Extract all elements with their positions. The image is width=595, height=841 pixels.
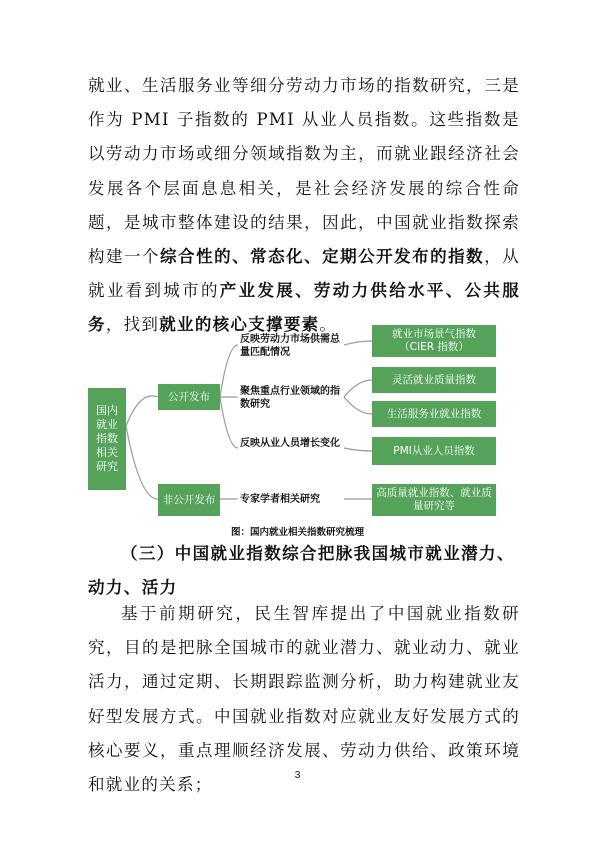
connector-public	[220, 345, 238, 448]
section-heading: （三）中国就业指数综合把脉我国城市就业潜力、动力、活力	[88, 544, 515, 597]
text-run: ，找到	[105, 315, 160, 335]
leaf-flexible-employment	[372, 367, 496, 393]
branch-employee-growth: 反映从业人员增长变化	[240, 438, 340, 449]
connector-branch3	[344, 448, 372, 451]
connector-root	[126, 396, 158, 499]
leaf-label: 就业市场景气指数（CIER 指数）	[392, 328, 476, 353]
figure-caption: 图：国内就业相关指数研究梳理	[230, 527, 364, 538]
bold-text-run: 产业发展、劳动力供给水平、公共服务	[88, 281, 520, 335]
leaf-high-quality	[372, 484, 496, 516]
branch-supply-demand: 反映劳动力市场供需总量匹配情况	[240, 334, 340, 358]
connector-branch2	[344, 380, 372, 414]
root-label: 国内就业指数相关研究	[96, 404, 118, 473]
bold-text-run: 就业的核心支撑要素	[159, 315, 320, 335]
page-number: 3	[294, 770, 301, 781]
leaf-label: PMI从业人员指数	[393, 444, 475, 457]
leaf-life-services	[372, 401, 496, 427]
leaf-label: 高质量就业指数、就业质量研究等	[376, 487, 492, 512]
nonpublic-label: 非公开发布	[162, 493, 216, 506]
leaf-label: 灵活就业质量指数	[392, 373, 476, 386]
text-run: 就业、生活服务业等细分劳动力市场的指数研究，三是作为 PMI 子指数的 PMI 从业人员指数。这些指数是以劳动力市场或细分领域指数为主，而就业跟经济社会发展各个层面息息相关，是社会经济发展的综合性命题，是城市整体建设的结果，因此，中国就业指数探索构建一个	[88, 76, 520, 267]
leaf-label: 生活服务业就业指数	[386, 407, 482, 420]
branch-key-industries: 聚焦重点行业领域的指数研究	[240, 386, 340, 410]
leaf-pmi-employment	[372, 437, 496, 465]
text-run: ，从就业看到城市的	[88, 247, 521, 301]
text-run: 基于前期研究，民生智库提出了中国就业指数研究，目的是把脉全国城市的就业潜力、就业动力、就业活力，通过定期、长期跟踪监测分析，助力构建就业友好型发展方式。中国就业指数对应就业友好发展方式的核心要义，重点理顺经济发展、劳动力供给、政策环境和就业的关系；	[88, 604, 520, 795]
text-run: 。	[319, 315, 338, 335]
public-label: 公开发布	[168, 390, 210, 403]
bold-text-run: 综合性的、常态化、定期公开发布的指数	[160, 247, 485, 267]
root-box	[88, 388, 126, 490]
public-box	[158, 384, 220, 410]
branch-expert-research: 专家学者相关研究	[240, 494, 320, 505]
nonpublic-box	[158, 484, 220, 516]
body-paragraph-1	[88, 69, 520, 343]
